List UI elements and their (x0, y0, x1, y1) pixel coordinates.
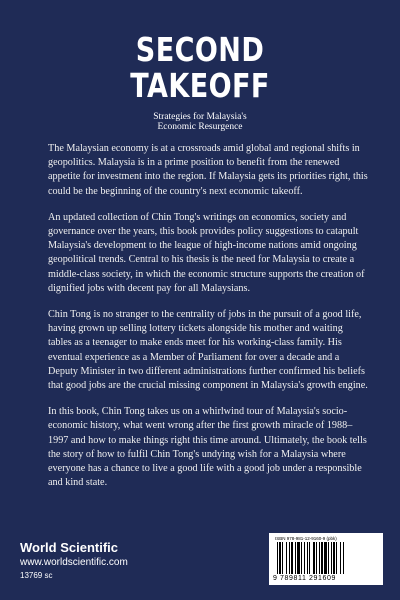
blurb-paragraph-2: An updated collection of Chin Tong's writings on economics, society and governance over the years, this book provides policy suggestions to catapult Malaysia's development to the league of high-income nations amid ongoing geopolitical trends. Central to his thesis is the need for Malaysia to create a middle-class society, in which the economic structure supports the creation of dignified jobs with decent pay for all Malaysians. (48, 211, 365, 294)
blurb-text (48, 142, 368, 502)
blurb-paragraph-4: In this book, Chin Tong takes us on a whirlwind tour of Malaysia's socio-economic history, what went wrong after the first growth miracle of 1988–1997 and how to make things right this time around. Ultimately, the book tells the story of how to fulfil Chin Tong's undying wish for a Malaysia where everyone has a chance to live a good life with a good job under a responsible and kind state. (48, 406, 367, 489)
barcode-bar (313, 542, 315, 574)
subtitle-line-1: Strategies for Malaysia's (153, 112, 247, 122)
publisher-url: www.worldscientific.com (20, 557, 128, 568)
barcode-bar (336, 542, 337, 574)
blurb-paragraph-3: Chin Tong is no stranger to the centrality of jobs in the pursuit of a good life, having grown up selling lottery tickets alongside his mother and waiting tables as a teenager to make ends meet for his working-class family. His eventual experience as a Member of Parliament for over a decade and a Deputy Minister in two different administrations further confirmed his beliefs that good jobs are the crucial missing component in Malaysia's growth engine. (48, 309, 368, 392)
barcode-bar (279, 542, 281, 574)
barcode-bar (277, 542, 278, 574)
barcode-bar (309, 542, 310, 574)
barcode-bar (289, 542, 290, 574)
publisher-name: World Scientific (20, 540, 118, 555)
barcode-bar (282, 542, 283, 574)
barcode-bar (324, 542, 327, 574)
title-line-2: TAKEOFF (130, 66, 270, 105)
barcode-bar (291, 542, 293, 574)
blurb-paragraph-1: The Malaysian economy is at a crossroads amid global and regional shifts in geopolitics. Malaysia is in a prime position to benefit from the renewed appetite for investment into the region. If Malaysia gets its priorities right, this could be the beginning of the country's next economic takeoff. (48, 143, 368, 197)
barcode-panel (269, 533, 383, 585)
barcode-bar (304, 542, 305, 574)
barcode-number: 9 789811 291609 (273, 575, 336, 582)
barcode-bar (286, 542, 287, 574)
title-line-1: SECOND (135, 30, 265, 69)
barcode-bar (295, 542, 296, 574)
barcode-bar (340, 542, 341, 574)
barcode-bar (316, 542, 317, 574)
barcode-bar (307, 542, 308, 574)
publisher-code: 13769 sc (20, 571, 53, 580)
barcode-bar (297, 542, 300, 574)
barcode-bar (333, 542, 335, 574)
isbn-label: ISBN 978-981-12-9160-9 (pbk) (275, 536, 337, 541)
barcode-bar (319, 542, 320, 574)
barcode-bar (301, 542, 302, 574)
barcode-bar (331, 542, 332, 574)
barcode-icon (277, 542, 375, 574)
barcode-bar (321, 542, 323, 574)
subtitle-line-2: Economic Resurgence (157, 122, 243, 132)
barcode-bar (343, 542, 344, 574)
barcode-bar (328, 542, 329, 574)
